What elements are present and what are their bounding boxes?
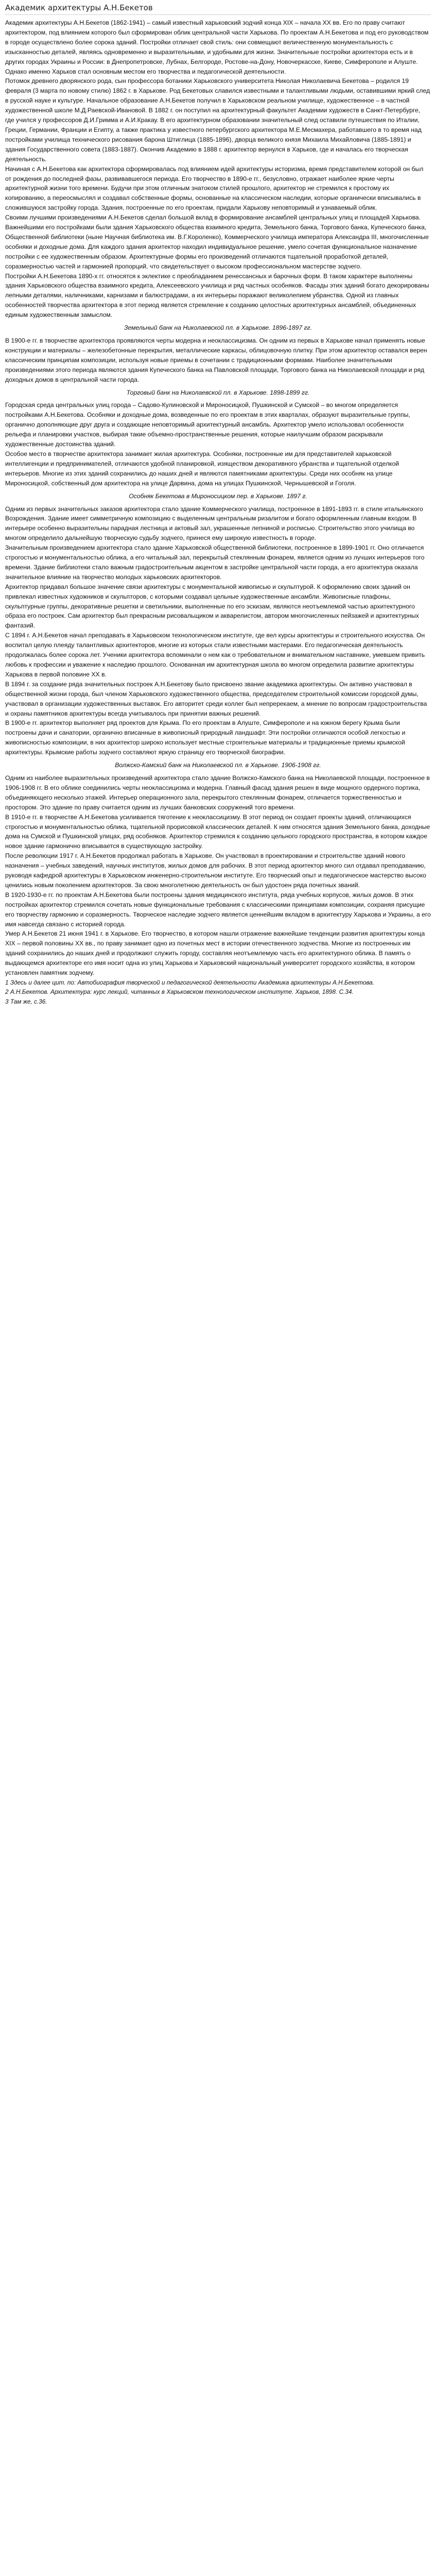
paragraph: Особое место в творчестве архитектора занимает жилая архитектура. Особняки, построенные им для представителей харьковской интеллигенции и предпринимателей, отличаются удобной планировкой, изяществом декоративного убранства и тщательной отделкой интерьеров. Многие из этих зданий сохранились до наших дней и являются памятниками архитектуры. Среди них особняк на улице Мироносицкой, собственный дом архитектора на улице Дарвина, дома на улицах Пушкинской, Чернышевской и Гоголя. <box>5 450 399 487</box>
paragraph: Постройки А.Н.Бекетова 1890-х гг. относятся к эклектике с преобладанием ренессансных и барочных форм. В таком характере выполнены здания Харьковского общества взаимного кредита, Алексеевского училища и ряд частных особняков. Фасады этих зданий богато декорированы лепными деталями, наличниками, карнизами и балюстрадами, а их интерьеры поражают великолепием убранства. Одной из главных особенностей творчества архитектора в этот период является стремление к созданию целостных архитектурных ансамблей, объединенных единым художественным замыслом. <box>5 272 429 319</box>
paragraph: В 1894 г. за создание ряда значительных построек А.Н.Бекетову было присвоено звание академика архитектуры. Он активно участвовал в общественной жизни города, был членом Харьковского художественного общества, председателем строительной комиссии городской думы, участвовал в организации художественных выставок. Его авторитет среди коллег был непререкаем, а мнение по вопросам градостроительства и охраны памятников архитектуры всегда учитывалось при принятии важных решений. <box>5 680 427 717</box>
article-page <box>0 0 436 1011</box>
paragraph: Одним из наиболее выразительных произведений архитектора стало здание Волжско-Камского банка на Николаевской площади, построенное в 1906-1908 гг. В его облике соединились черты неоклассицизма и модерна. Главный фасад здания решен в виде мощного ордерного портика, объединяющего несколько этажей. Интерьер операционного зала, перекрытого стеклянным фонарем, отличается торжественностью и простором. Это здание по праву считается одним из лучших банковских сооружений того времени. <box>5 774 430 811</box>
paragraph: В 1910-е гг. в творчестве А.Н.Бекетова усиливается тяготение к неоклассицизму. В этот период он создает проекты зданий, отличающихся строгостью и монументальностью облика, тщательной прорисовкой классических деталей. К ним относятся здания Земельного банка, доходные дома на Сумской и Пушкинской улицах, ряд особняков. Архитектор стремился к созданию цельного городского пространства, в котором каждое новое здание гармонично вписывается в существующую застройку. <box>5 813 430 850</box>
paragraph: С 1894 г. А.Н.Бекетов начал преподавать в Харьковском технологическом институте, где вел курсы архитектуры и строительного искусства. Он воспитал целую плеяду талантливых архитекторов, многие из которых стали известными мастерами. Его педагогическая деятельность продолжалась более сорока лет. Ученики архитектора вспоминали о нем как о требовательном и внимательном наставнике, умевшем привить любовь к профессии и уважение к наследию прошлого. Основанная им архитектурная школа во многом определила развитие архитектуры Харькова в первой половине XX в. <box>5 632 425 678</box>
paragraph: Городская среда центральных улиц города – Садово-Кулиновской и Мироносицкой, Пушкинской и Сумской – во многом определяется постройками А.Н.Бекетова. Особняки и доходные дома, возведенные по его проектам в этих кварталах, образуют выразительные группы, органично дополняющие друг друга и создающие неповторимый архитектурный ансамбль. Архитектор умело использовал особенности рельефа и планировки участков, выбирая такие объемно-пространственные решения, которые наилучшим образом раскрывали художественные достоинства зданий. <box>5 401 410 448</box>
image-caption: Земельный банк на Николаевской пл. в Харькове. 1896-1897 гг. <box>124 324 312 332</box>
image-caption: Особняк Бекетова в Мироносицком пер. в Харькове. 1897 г. <box>129 492 307 500</box>
paragraph: Академик архитектуры А.Н.Бекетов (1862-1941) – самый известный харьковский зодчий конца XIX – начала XX вв. Его по праву считают архитектором, под влиянием которого был сформирован облик центральной части Харькова. По проектам А.Н.Бекетова и под его руководством в городе осуществлено более сорока зданий. Постройки отличает свой стиль: они совмещают величественную монументальность с изысканностью деталей, являясь одновременно и выразительными, и удобными для жизни. Значительные постройки архитектора есть и в других городах Украины и России: в Днепропетровске, Лубнах, Белгороде, Ростове-на-Дону, Новочеркасске, Киеве, Симферополе и Алуште. Однако именно Харьков стал основным местом его творчества и педагогической деятельности. <box>5 19 429 75</box>
paragraph: После революции 1917 г. А.Н.Бекетов продолжал работать в Харькове. Он участвовал в проектировании и строительстве зданий нового назначения – учебных заведений, научных институтов, жилых домов для рабочих. В этот период архитектор много сил отдавал преподаванию, руководя кафедрой архитектуры в Харьковском инженерно-строительном институте. Его творческий опыт и педагогическое мастерство высоко ценились новым поколением архитекторов. За свою многолетнюю деятельность он был удостоен ряда почетных званий. <box>5 852 426 889</box>
page-title: Академик архитектуры А.Н.Бекетов <box>5 3 431 15</box>
footnote: 2 А.Н.Бекетов. Архитектура: курс лекций, читанных в Харьковском технологическом институте. Харьков, 1898. С.34. <box>5 988 354 996</box>
paragraph: Своими лучшими произведениями А.Н.Бекетов сделал большой вклад в формирование ансамблей центральных улиц и площадей Харькова. Важнейшими его постройками были здания Харьковского общества взаимного кредита, Земельного банка, Торгового банка, Купеческого банка, Общественной библиотеки (ныне Научная библиотека им. В.Г.Короленко), Коммерческого училища императора Александра III, многочисленные особняки и доходные дома. Для каждого здания архитектор находил индивидуальное решение, умело сочетая функциональное назначение постройки с ее художественным образом. Архитектурные формы его произведений отличаются тщательной проработкой деталей, соразмерностью частей и гармонией пропорций, что свидетельствует о высоком профессиональном мастерстве зодчего. <box>5 214 429 270</box>
paragraph: Значительным произведением архитектора стало здание Харьковской общественной библиотеки, построенное в 1899-1901 гг. Оно отличается строгостью и монументальностью облика, а его читальный зал, перекрытый стеклянным фонарем, является одним из лучших интерьеров того времени. Здание библиотеки стало важным градостроительным акцентом в застройке центральной части города, а его архитектура оказала значительное влияние на творчество молодых харьковских архитекторов. <box>5 544 425 581</box>
paragraph: Архитектор придавал большое значение связи архитектуры с монументальной живописью и скульптурой. К оформлению своих зданий он привлекал известных художников и скульпторов, с которыми создавал цельные художественные ансамбли. Живописные плафоны, скульптурные группы, декоративные решетки и светильники, выполненные по его эскизам, являются неотъемлемой частью архитектурного образа его построек. Сам архитектор был прекрасным рисовальщиком и акварелистом, автором многочисленных пейзажей и архитектурных фантазий. <box>5 583 419 630</box>
paragraph: В 1900-е гг. в творчестве архитектора проявляются черты модерна и неоклассицизма. Он одним из первых в Харькове начал применять новые конструкции и материалы – железобетонные перекрытия, металлические каркасы, облицовочную плитку. При этом архитектор оставался верен классическим принципам композиции, используя новые приемы в сочетании с традиционными формами. Наиболее значительными произведениями этого периода являются здания Купеческого банка на Павловской площади, Торгового банка на Николаевской площади и ряд доходных домов в центральной части города. <box>5 337 427 383</box>
paragraph: В 1900-е гг. архитектор выполняет ряд проектов для Крыма. По его проектам в Алуште, Симферополе и на южном берегу Крыма были построены дачи и санатории, органично вписанные в живописный природный ландшафт. Эти постройки отличаются особой легкостью и живописностью композиции, в них архитектор широко использует местные строительные материалы и традиционные приемы крымской архитектуры. Крымские работы зодчего составляют яркую страницу его творческой биографии. <box>5 719 406 756</box>
article-body <box>5 18 431 1006</box>
paragraph: В 1920-1930-е гг. по проектам А.Н.Бекетова были построены здания медицинского института, ряда учебных корпусов, жилых домов. В этих постройках архитектор стремился сочетать новые функциональные требования с классическими принципами композиции, сохраняя присущие его творчеству гармонию и соразмерность. Творческое наследие зодчего является ценнейшим вкладом в архитектуру Харькова и Украины, а его имя навсегда связано с историей города. <box>5 891 431 928</box>
paragraph: Одним из первых значительных заказов архитектора стало здание Коммерческого училища, построенное в 1891-1893 гг. в стиле итальянского Возрождения. Здание имеет симметричную композицию с выделенным центральным ризалитом и богато оформленным главным входом. В интерьере особенно выразительны парадная лестница и актовый зал, украшенные лепниной и росписью. Строительство этого училища во многом определило дальнейшую творческую судьбу зодчего, принеся ему широкую известность в городе. <box>5 505 423 542</box>
paragraph: Потомок древнего дворянского рода, сын профессора ботаники Харьковского университета Николая Николаевича Бекетова – родился 19 февраля (3 марта по новому стилю) 1862 г. в Харькове. Род Бекетовых славился известными и талантливыми людьми, оставившими яркий след в русской науке и культуре. Начальное образование А.Н.Бекетов получил в Харьковском реальном училище, художественное – в частной художественной школе М.Д.Раевской-Ивановой. В 1882 г. он поступил на архитектурный факультет Академии художеств в Санкт-Петербурге, где учился у профессоров Д.И.Гримма и А.И.Кракау. В его архитектурном образовании значительный след оставили путешествия по Италии, Греции, Германии, Франции и Египту, а также практика у известного петербургского архитектора М.Е.Месмахера, работавшего в то время над постройками училища технического рисования барона Штиглица (1885-1896), дворца великого князя Михаила Михайловича (1885-1891) и здания Государственного совета (1883-1887). Окончив Академию в 1888 г. архитектор вернулся в Харьков, где и началась его творческая деятельность. <box>5 77 430 163</box>
paragraph: Умер А.Н.Бекетов 21 июня 1941 г. в Харькове. Его творчество, в котором нашли отражение важнейшие тенденции развития архитектуры конца XIX – первой половины XX вв., по праву занимает одно из почетных мест в истории отечественного зодчества. Многие из построенных им зданий сохранились до наших дней и продолжают служить городу, составляя неотъемлемую часть его архитектурного облика. В память о выдающемся архитекторе его имя носит одна из улиц Харькова и Харьковский национальный университет городского хозяйства, в котором установлен памятник зодчему. <box>5 930 425 977</box>
image-caption: Волжско-Камский банк на Николаевской пл. в Харькове. 1906-1908 гг. <box>115 761 321 769</box>
footnote: 3 Там же, с.36. <box>5 997 47 1005</box>
paragraph: Начиная с А.Н.Бекетова как архитектора сформировалась под влиянием идей архитектуры историзма, время представителем которой он был от рождения до последней фазы, развивавшегося периода. Его творчество в 1890-е гг., безусловно, отражает наиболее яркие черты архитектурной жизни того времени. Будучи при этом отличным знатоком стилей прошлого, архитектор не стремился к простому их копированию, а переосмыслял и создавал собственные формы, основанные на классическом наследии, которые органически вписывались в сложившуюся застройку города. Здания, построенные по его проектам, придали Харькову неповторимый и узнаваемый облик. <box>5 165 424 212</box>
image-caption: Торговый банк на Николаевской пл. в Харькове. 1898-1899 гг. <box>126 388 310 396</box>
footnote: 1 Здесь и далее цит. по: Автобиография творческой и педагогической деятельности Академика архитектуры А.Н.Бекетова. <box>5 979 375 986</box>
